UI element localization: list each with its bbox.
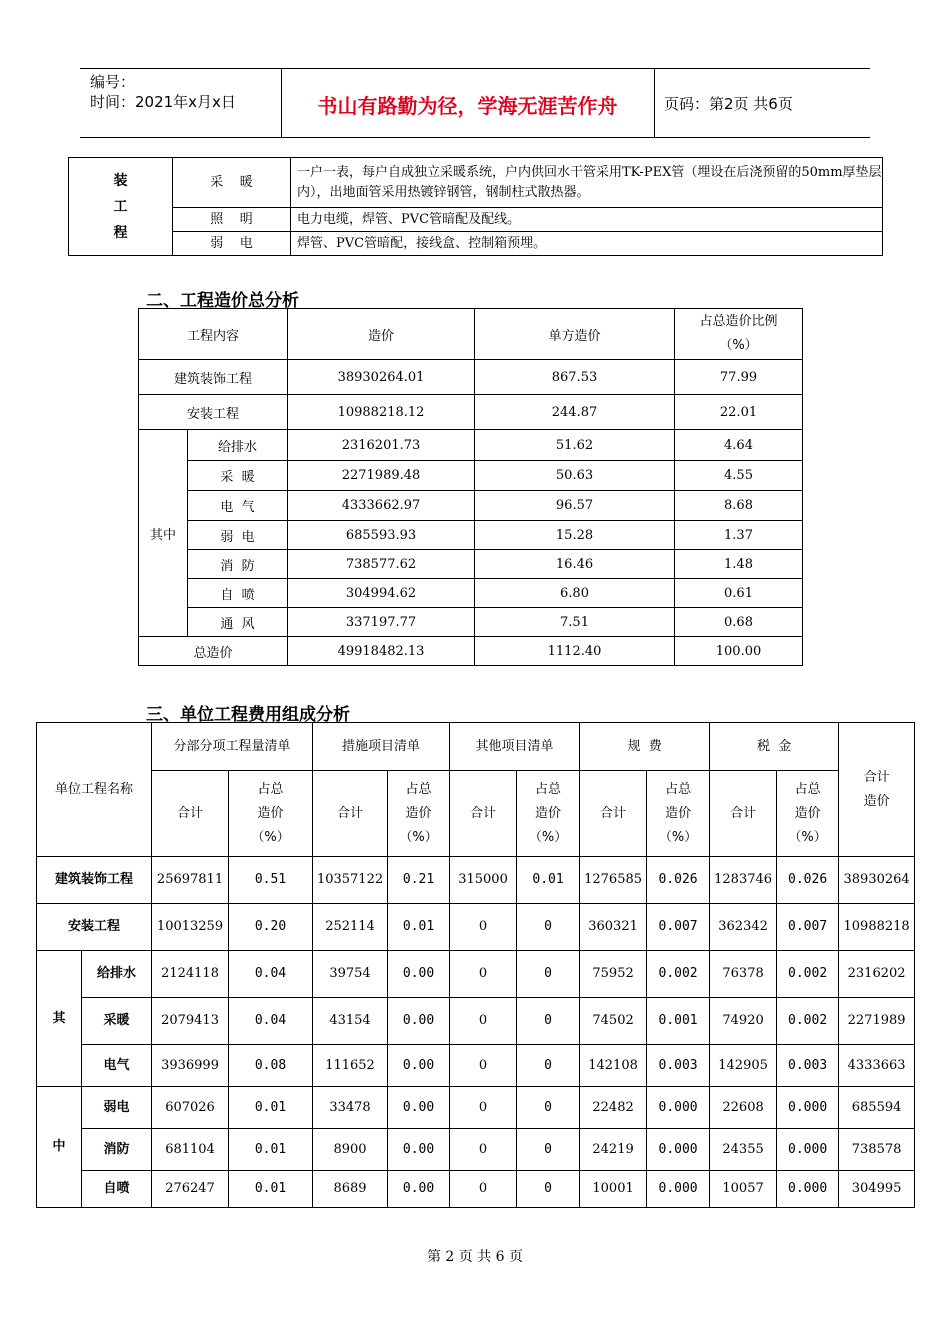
unit-cost-cell: 51.62 [475,430,675,461]
cost-cell: 2316201.73 [288,430,475,461]
header-text: （%） [719,338,758,353]
pct-header-text: （%） [251,829,290,845]
total-cost: 49918482.13 [288,637,475,666]
cost-cell: 337197.77 [288,608,475,637]
sum-cell: 276247 [152,1171,229,1208]
side-group-label: 其 [37,951,82,1087]
pct-header-text: 造价 [794,805,821,821]
section-title: 三、单位工程费用组成分析 [146,705,350,725]
pct-header-text: （%） [528,829,568,845]
pct-cell: 0.00 [388,1045,450,1087]
unit-cost-cell: 7.51 [475,608,675,637]
sum-cell: 111652 [313,1045,388,1087]
pct-cell: 0.003 [777,1045,839,1087]
pct-cell: 4.55 [675,461,803,491]
sum-header: 合计 [152,771,229,857]
sum-cell: 142108 [580,1045,647,1087]
total-header-text: 造价 [863,793,890,809]
pct-cell: 1.37 [675,521,803,550]
pct-cell: 0.01 [388,904,450,951]
pct-cell: 0.00 [388,951,450,998]
unit-name-cell: 自喷 [82,1171,152,1208]
pct-cell: 0.002 [777,951,839,998]
unit-name-cell: 安装工程 [37,904,152,951]
side-group-label: 中 [37,1087,82,1208]
table-row [37,1129,915,1171]
pct-cell: 0.51 [229,857,313,904]
sum-cell: 252114 [313,904,388,951]
pct-cell: 22.01 [675,395,803,430]
cost-cell: 38930264.01 [288,360,475,395]
pct-cell: 0.20 [229,904,313,951]
row-label: 电 气 [188,491,288,521]
sum-cell: 0 [450,998,517,1045]
unit-cost-cell: 16.46 [475,550,675,579]
sum-cell: 10357122 [313,857,388,904]
unit-name-cell: 弱电 [82,1087,152,1129]
pct-header-text: 造价 [665,805,692,821]
pct-cell: 0.000 [777,1171,839,1208]
document-date: 时间：2021年x月x日 [90,93,236,111]
pct-cell: 0 [517,951,580,998]
cost-cell: 738577.62 [288,550,475,579]
sum-cell: 24219 [580,1129,647,1171]
pct-cell: 0.04 [229,998,313,1045]
sum-cell: 22482 [580,1087,647,1129]
header-cell: 造价 [288,309,475,360]
unit-name-cell: 给排水 [82,951,152,998]
install-row-name: 照 明 [173,208,291,232]
row-label: 自 喷 [188,579,288,608]
header-motto: 书山有路勤为径，学海无涯苦作舟 [317,94,618,118]
pct-header-text: 占总 [535,781,562,797]
sum-cell: 2124118 [152,951,229,998]
sum-cell: 681104 [152,1129,229,1171]
pct-cell: 4.64 [675,430,803,461]
pct-header [229,771,313,857]
row-label: 采 暖 [188,461,288,491]
group-char: 装 [113,172,128,189]
sum-cell: 10001 [580,1171,647,1208]
header-text: 占总造价比例 [699,314,778,329]
pct-header-text: （%） [658,829,698,845]
table-row [37,857,915,904]
total-cost-cell: 10988218 [839,904,915,951]
section-title: 二、工程造价总分析 [146,291,299,311]
row-label: 给排水 [188,430,288,461]
group-header: 税 金 [710,723,839,771]
sum-cell: 43154 [313,998,388,1045]
unit-name-cell: 建筑装饰工程 [37,857,152,904]
total-cost-cell: 685594 [839,1087,915,1129]
pct-cell: 0.001 [647,998,710,1045]
sum-cell: 0 [450,1171,517,1208]
pct-cell: 0.007 [647,904,710,951]
sum-cell: 25697811 [152,857,229,904]
cost-composition-table [36,722,915,1208]
pct-cell: 0.61 [675,579,803,608]
total-label: 总造价 [139,637,288,666]
sum-cell: 0 [450,1045,517,1087]
sum-cell: 2079413 [152,998,229,1045]
install-row-desc: 焊管、PVC管暗配，接线盒、控制箱预埋。 [291,232,883,256]
cost-cell: 4333662.97 [288,491,475,521]
pct-cell: 0.01 [229,1129,313,1171]
install-row-name: 弱 电 [173,232,291,256]
pct-header-text: 占总 [794,781,821,797]
sum-header: 合计 [313,771,388,857]
row-label: 通 风 [188,608,288,637]
pct-cell: 0.000 [647,1171,710,1208]
pct-cell: 0.21 [388,857,450,904]
sum-cell: 607026 [152,1087,229,1129]
sum-cell: 33478 [313,1087,388,1129]
pct-cell: 0.000 [647,1087,710,1129]
table-row [37,1087,915,1129]
header-cell: 单方造价 [475,309,675,360]
install-row-desc: 电力电缆，焊管、PVC管暗配及配线。 [291,208,883,232]
sum-cell: 362342 [710,904,777,951]
install-engineering-table [68,157,883,256]
pct-cell: 0.00 [388,1087,450,1129]
pct-header [647,771,710,857]
install-row-name: 采 暖 [173,158,291,208]
pct-cell: 0 [517,1129,580,1171]
pct-cell: 0.00 [388,1171,450,1208]
header-divider [654,69,655,137]
pct-cell: 0.000 [647,1129,710,1171]
sum-cell: 0 [450,951,517,998]
sum-cell: 74920 [710,998,777,1045]
sum-cell: 10057 [710,1171,777,1208]
install-row-desc: 一户一表，每户自成独立采暖系统，户内供回水干管采用TK-PEX管（埋设在后浇预留的50mm厚垫层内），出地面管采用热镀锌钢管，钢制柱式散热器。 [291,158,883,208]
pct-header-text: 造价 [257,805,284,821]
document-number: 编号： [90,73,136,91]
row-label: 建筑装饰工程 [139,360,288,395]
cost-cell: 304994.62 [288,579,475,608]
total-cost-cell: 738578 [839,1129,915,1171]
cost-cell: 10988218.12 [288,395,475,430]
pct-header-text: 占总 [405,781,432,797]
row-label: 弱 电 [188,521,288,550]
pct-cell: 0.08 [229,1045,313,1087]
total-unit-cost: 1112.40 [475,637,675,666]
cost-cell: 2271989.48 [288,461,475,491]
unit-cost-cell: 6.80 [475,579,675,608]
pct-cell: 0.00 [388,1129,450,1171]
sum-header: 合计 [580,771,647,857]
table-row [37,1171,915,1208]
unit-name-header: 单位工程名称 [37,723,152,857]
table-row [37,951,915,998]
row-label: 安装工程 [139,395,288,430]
group-char: 程 [113,224,128,241]
sum-cell: 3936999 [152,1045,229,1087]
pct-cell: 1.48 [675,550,803,579]
sum-cell: 8689 [313,1171,388,1208]
header-cell [675,309,803,360]
sum-cell: 22608 [710,1087,777,1129]
sum-cell: 0 [450,1087,517,1129]
pct-cell: 0.01 [229,1087,313,1129]
sum-cell: 76378 [710,951,777,998]
header-meta [90,72,236,112]
unit-cost-cell: 867.53 [475,360,675,395]
sum-cell: 10013259 [152,904,229,951]
sum-cell: 74502 [580,998,647,1045]
pct-cell: 0 [517,998,580,1045]
pct-cell: 0.003 [647,1045,710,1087]
sum-cell: 24355 [710,1129,777,1171]
group-header: 分部分项工程量清单 [152,723,313,771]
group-header: 措施项目清单 [313,723,450,771]
total-cost-cell: 2271989 [839,998,915,1045]
unit-cost-cell: 244.87 [475,395,675,430]
cost-cell: 685593.93 [288,521,475,550]
pct-cell: 0.01 [517,857,580,904]
sum-cell: 360321 [580,904,647,951]
total-cost-cell: 304995 [839,1171,915,1208]
group-label: 其中 [139,430,188,637]
pct-header-text: 造价 [405,805,432,821]
pct-cell: 0.01 [229,1171,313,1208]
unit-name-cell: 电气 [82,1045,152,1087]
composition-main-rows [37,857,915,1208]
unit-cost-cell: 50.63 [475,461,675,491]
pct-header-text: 占总 [257,781,284,797]
sum-cell: 0 [450,904,517,951]
unit-name-cell: 消防 [82,1129,152,1171]
table-row [37,998,915,1045]
total-cost-cell: 38930264 [839,857,915,904]
pct-header-text: 造价 [535,805,562,821]
pct-cell: 77.99 [675,360,803,395]
total-pct: 100.00 [675,637,803,666]
total-cost-cell: 4333663 [839,1045,915,1087]
group-header: 规 费 [580,723,710,771]
page-footer: 第 2 页 共 6 页 [426,1249,524,1265]
pct-header [517,771,580,857]
sum-cell: 75952 [580,951,647,998]
pct-cell: 0.007 [777,904,839,951]
table-row [37,904,915,951]
pct-header [388,771,450,857]
unit-cost-cell: 96.57 [475,491,675,521]
sum-header: 合计 [450,771,517,857]
pct-cell: 0 [517,904,580,951]
unit-cost-cell: 15.28 [475,521,675,550]
header-cell: 工程内容 [139,309,288,360]
sum-cell: 315000 [450,857,517,904]
pct-header-text: 占总 [665,781,692,797]
sum-cell: 39754 [313,951,388,998]
pct-header-text: （%） [399,829,438,845]
pct-cell: 0.026 [647,857,710,904]
unit-name-cell: 采暖 [82,998,152,1045]
install-group-label [69,158,173,256]
pct-cell: 0 [517,1045,580,1087]
sum-header: 合计 [710,771,777,857]
pct-header-text: （%） [788,829,827,845]
pct-header [777,771,839,857]
pct-cell: 0 [517,1087,580,1129]
pct-cell: 0.68 [675,608,803,637]
pct-cell: 0.000 [777,1087,839,1129]
table-row [37,1045,915,1087]
pct-cell: 0.04 [229,951,313,998]
group-header: 其他项目清单 [450,723,580,771]
page-number: 页码：第2页 共6页 [664,95,793,113]
row-label: 消 防 [188,550,288,579]
pct-cell: 0.002 [647,951,710,998]
pct-cell: 0 [517,1171,580,1208]
sum-cell: 0 [450,1129,517,1171]
cost-summary-table [138,308,803,666]
total-header [839,723,915,857]
pct-cell: 0.000 [777,1129,839,1171]
sum-cell: 142905 [710,1045,777,1087]
total-cost-cell: 2316202 [839,951,915,998]
pct-cell: 8.68 [675,491,803,521]
sum-cell: 8900 [313,1129,388,1171]
total-header-text: 合计 [863,769,890,785]
group-char: 工 [113,198,128,215]
pct-cell: 0.002 [777,998,839,1045]
pct-cell: 0.026 [777,857,839,904]
sum-cell: 1276585 [580,857,647,904]
sum-cell: 1283746 [710,857,777,904]
pct-cell: 0.00 [388,998,450,1045]
page-header [80,68,870,138]
